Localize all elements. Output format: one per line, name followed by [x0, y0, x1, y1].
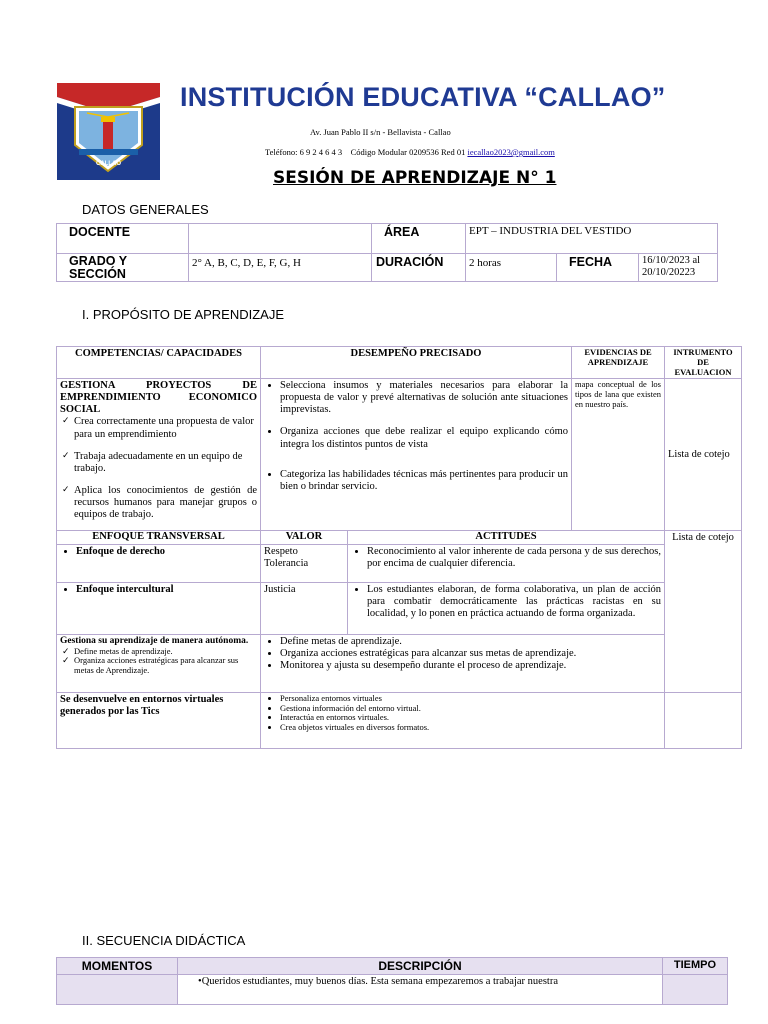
capacidades-list [60, 416, 257, 520]
docente-value [189, 224, 372, 254]
area-value: EPT – INDUSTRIA DEL VESTIDO [466, 224, 718, 254]
gestiona-list [60, 647, 257, 676]
grado-label: GRADO Y SECCIÓN [57, 254, 189, 282]
capacidad-item: ✓ Trabaja adecuadamente en un equipo de trabajo. [74, 451, 257, 475]
competencia-title: GESTIONA PROYECTOS DE EMPRENDIMIENTO ECONOMICO SOCIAL [60, 380, 257, 416]
col-instrumento: INTRUMENTO DE EVALUACION [665, 347, 742, 379]
duracion-value: 2 horas [466, 254, 557, 282]
fecha-value: 16/10/2023 al 20/10/20223 [639, 254, 718, 282]
secuencia-table [56, 957, 728, 1005]
instrumento-cell: Lista de cotejo [665, 379, 742, 531]
col-competencias: COMPETENCIAS/ CAPACIDADES [57, 347, 261, 379]
logo-caption: CALLAO [96, 161, 121, 167]
proposito-heading: I. PROPÓSITO DE APRENDIZAJE [82, 307, 285, 322]
tics-item: • Gestiona información del entorno virtual. [280, 704, 661, 714]
descripcion-text: Queridos estudiantes, muy buenos días. Esta semana empezaremos a trabajar nuestra [201, 976, 558, 987]
modular-code: Código Modular 0209536 Red 01 [350, 147, 466, 157]
desempeno-cell [261, 379, 572, 531]
gestiona-desempeno-item: • Organiza acciones estratégicas para alcanzar sus metas de aprendizaje. [280, 648, 661, 660]
desempeno-item: • Selecciona insumos y materiales necesarios para elaborar la propuesta de valor y prevé alternativas de solución ante situaciones imprevistas. [280, 380, 568, 416]
desempeno-item: • Categoriza las habilidades técnicas más pertinentes para producir un bien o brindar servicio. [280, 469, 568, 493]
session-title: SESIÓN DE APRENDIZAJE N° 1 [273, 168, 557, 188]
col-actitudes: ACTITUDES [348, 531, 665, 545]
gestiona-desempenos-list [264, 636, 661, 672]
tics-item: • Personaliza entornos virtuales [280, 694, 661, 704]
col-enfoque: ENFOQUE TRANSVERSAL [57, 531, 261, 545]
competencia-cell [57, 379, 261, 531]
gestiona-desempeno-item: • Define metas de aprendizaje. [280, 636, 661, 648]
tics-item: • Interactúa en entornos virtuales. [280, 713, 661, 723]
tiempo-cell [663, 975, 728, 1005]
proposito-table [56, 346, 742, 749]
phone-text: Teléfono: 6 9 2 4 6 4 3 [265, 147, 343, 157]
enfoque-derecho-cell [57, 544, 261, 582]
col-desempeno: DESEMPEÑO PRECISADO [261, 347, 572, 379]
capacidad-item: ✓ Aplica los conocimientos de gestión de recursos humanos para manejar grupos o equipos de trabajo. [74, 485, 257, 521]
col-descripcion: DESCRIPCIÓN [178, 958, 663, 975]
address-line: Av. Juan Pablo II s/n - Bellavista - Callao [310, 127, 451, 137]
tics-list [264, 694, 661, 733]
desempenos-list [264, 380, 568, 492]
grado-value: 2° A, B, C, D, E, F, G, H [189, 254, 372, 282]
tics-cell [261, 692, 665, 748]
gestiona-cell [57, 634, 261, 692]
valor-derecho: Respeto Tolerancia [261, 544, 348, 582]
datos-table [56, 223, 718, 282]
tics-empty-cell [665, 692, 742, 748]
capacidad-item: ✓ Crea correctamente una propuesta de valor para un emprendimiento [74, 416, 257, 440]
contact-line [265, 147, 555, 157]
gestiona-item: ✓ Organiza acciones estratégicas para alcanzar sus metas de Aprendizaje. [74, 656, 257, 676]
momento-cell [57, 975, 178, 1005]
enfoque-intercultural: • Enfoque intercultural [76, 584, 257, 596]
secuencia-heading: II. SECUENCIA DIDÁCTICA [82, 933, 246, 948]
school-logo [57, 83, 160, 180]
col-evidencias: EVIDENCIAS DE APRENDIZAJE [572, 347, 665, 379]
docente-label: DOCENTE [57, 224, 189, 254]
area-label: ÁREA [372, 224, 466, 254]
email-link[interactable]: iecallao2023@gmail.com [467, 147, 555, 157]
tics-item: • Crea objetos virtuales en diversos formatos. [280, 723, 661, 733]
actitud-derecho: • Reconocimiento al valor inherente de cada persona y de sus derechos, por encima de cualquier diferencia. [367, 546, 661, 570]
gestiona-title: Gestiona su aprendizaje de manera autónoma. [60, 635, 249, 646]
tics-title: Se desenvuelve en entornos virtuales generados por las Tics [57, 692, 261, 748]
enfoque-derecho: • Enfoque de derecho [76, 546, 257, 558]
evidencia-cell: mapa conceptual de los tipos de lana que existen en nuestro país. [572, 379, 665, 531]
datos-heading: DATOS GENERALES [82, 202, 209, 217]
fecha-label: FECHA [557, 254, 639, 282]
institution-title: INSTITUCIÓN EDUCATIVA “CALLAO” [180, 82, 666, 112]
col-valor: VALOR [261, 531, 348, 545]
col-tiempo: TIEMPO [663, 958, 728, 975]
instrumento-2-cell: Lista de cotejo [665, 531, 742, 693]
desempeno-item: • Organiza acciones que debe realizar el equipo explicando cómo integra los distintos puntos de vista [280, 426, 568, 450]
actitud-intercultural: • Los estudiantes elaboran, de forma colaborativa, un plan de acción para combatir democráticamente las prácticas racistas en su localidad, y lo ponen en práctica actuando de forma organizada. [367, 584, 661, 620]
valor-intercultural: Justicia [261, 582, 348, 634]
gestiona-item: ✓ Define metas de aprendizaje. [74, 647, 257, 657]
actitud-intercultural-cell [348, 582, 665, 634]
actitud-derecho-cell [348, 544, 665, 582]
col-momentos: MOMENTOS [57, 958, 178, 975]
gestiona-desempenos-cell [261, 634, 665, 692]
duracion-label: DURACIÓN [372, 254, 466, 282]
gestiona-desempeno-item: • Monitorea y ajusta su desempeño durante el proceso de aprendizaje. [280, 660, 661, 672]
enfoque-intercultural-cell [57, 582, 261, 634]
descripcion-cell: •Queridos estudiantes, muy buenos días. Esta semana empezaremos a trabajar nuestra [178, 975, 663, 1005]
